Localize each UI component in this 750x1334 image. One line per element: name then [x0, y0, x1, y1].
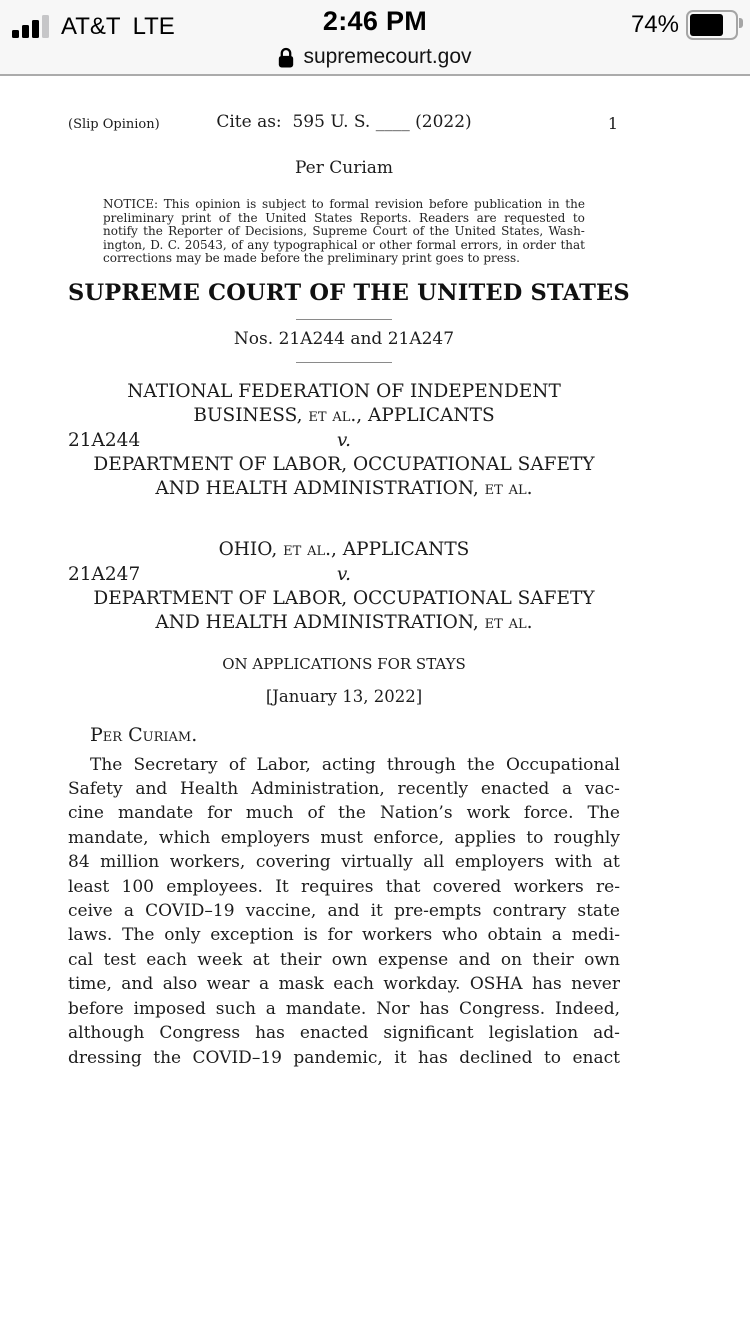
text-line: Safety and Health Administration, recently enacted a vac-: [68, 779, 620, 800]
text-line: time, and also wear a mask each workday. OSHA has never: [68, 974, 620, 995]
text-line: before imposed such a mandate. Nor has Congress. Indeed,: [68, 998, 620, 1019]
versus-label: v.: [336, 563, 352, 585]
text-line: although Congress has enacted significant legislation ad-: [68, 1023, 620, 1044]
docket-row: [68, 563, 620, 587]
text-line: NOTICE: This opinion is subject to formal revision before publication in the: [103, 197, 585, 211]
applicant-name: BUSINESS, et al., APPLICANTS: [193, 405, 495, 427]
text-line: least 100 employees. It requires that covered workers re-: [68, 876, 620, 897]
case-caption-1: [68, 380, 620, 501]
running-head: Per Curiam: [294, 158, 394, 178]
battery-icon: [686, 10, 738, 40]
docket-row: [68, 429, 620, 453]
clock: 2:46 PM: [322, 6, 428, 36]
notice-block: [103, 198, 585, 266]
page-number: 1: [607, 114, 618, 133]
proceeding-type: ON APPLICATIONS FOR STAYS: [222, 654, 466, 673]
docket-number: 21A247: [68, 563, 141, 585]
text-line: cine mandate for much of the Nation’s work force. The: [68, 803, 620, 824]
page-header: [68, 112, 620, 133]
opinion-heading: Per Curiam.: [90, 723, 198, 746]
address-bar[interactable]: [0, 40, 750, 74]
text-line: cal test each week at their own expense and on their own: [68, 949, 620, 970]
text-line: preliminary print of the United States Reports. Readers are requested to: [103, 210, 585, 225]
court-title: SUPREME COURT OF THE UNITED STATES: [68, 279, 630, 306]
case-caption-2: [68, 538, 620, 635]
respondent-name: AND HEALTH ADMINISTRATION, et al.: [155, 478, 533, 500]
status-bar: [0, 0, 750, 40]
opinion-body: [68, 753, 620, 1070]
text-line: The Secretary of Labor, acting through the Occupational: [90, 754, 620, 775]
url-text: supremecourt.gov: [303, 45, 472, 68]
respondent-name: DEPARTMENT OF LABOR, OCCUPATIONAL SAFETY: [93, 588, 595, 610]
text-line: mandate, which employers must enforce, applies to roughly: [68, 827, 620, 848]
battery-percent-label: 74%: [630, 11, 679, 38]
versus-label: v.: [336, 429, 352, 451]
respondent-name: DEPARTMENT OF LABOR, OCCUPATIONAL SAFETY: [93, 453, 595, 475]
text-line: ceive a COVID–19 vaccine, and it pre-empts contrary state: [68, 901, 620, 922]
text-line: dressing the COVID–19 pandemic, it has declined to enact: [68, 1047, 620, 1068]
docket-numbers: Nos. 21A244 and 21A247: [233, 328, 455, 349]
decision-date: [January 13, 2022]: [265, 686, 423, 706]
respondent-name: AND HEALTH ADMINISTRATION, et al.: [155, 612, 533, 634]
docket-number: 21A244: [68, 429, 141, 451]
divider-rule: [296, 362, 392, 363]
text-line: 84 million workers, covering virtually all employers with at: [68, 852, 620, 873]
slip-opinion-label: (Slip Opinion): [68, 117, 160, 132]
text-line: ington, D. C. 20543, of any typographical or other formal errors, in order that: [103, 237, 585, 252]
carrier-label: AT&T: [61, 13, 121, 40]
applicant-name: OHIO, et al., APPLICANTS: [218, 539, 470, 561]
citation-label: Cite as: 595 U. S. ____ (2022): [216, 112, 472, 132]
applicant-name: NATIONAL FEDERATION OF INDEPENDENT: [127, 380, 561, 402]
text-line: corrections may be made before the preliminary print goes to press.: [103, 251, 520, 266]
divider-rule: [296, 319, 392, 320]
text-line: laws. The only exception is for workers who obtain a medi-: [68, 925, 620, 946]
lock-icon: [278, 47, 294, 68]
pdf-document: [68, 76, 630, 1070]
safari-top-chrome: [0, 0, 750, 76]
network-type-label: LTE: [132, 13, 175, 40]
text-line: notify the Reporter of Decisions, Supreme Court of the United States, Wash-: [103, 224, 585, 239]
